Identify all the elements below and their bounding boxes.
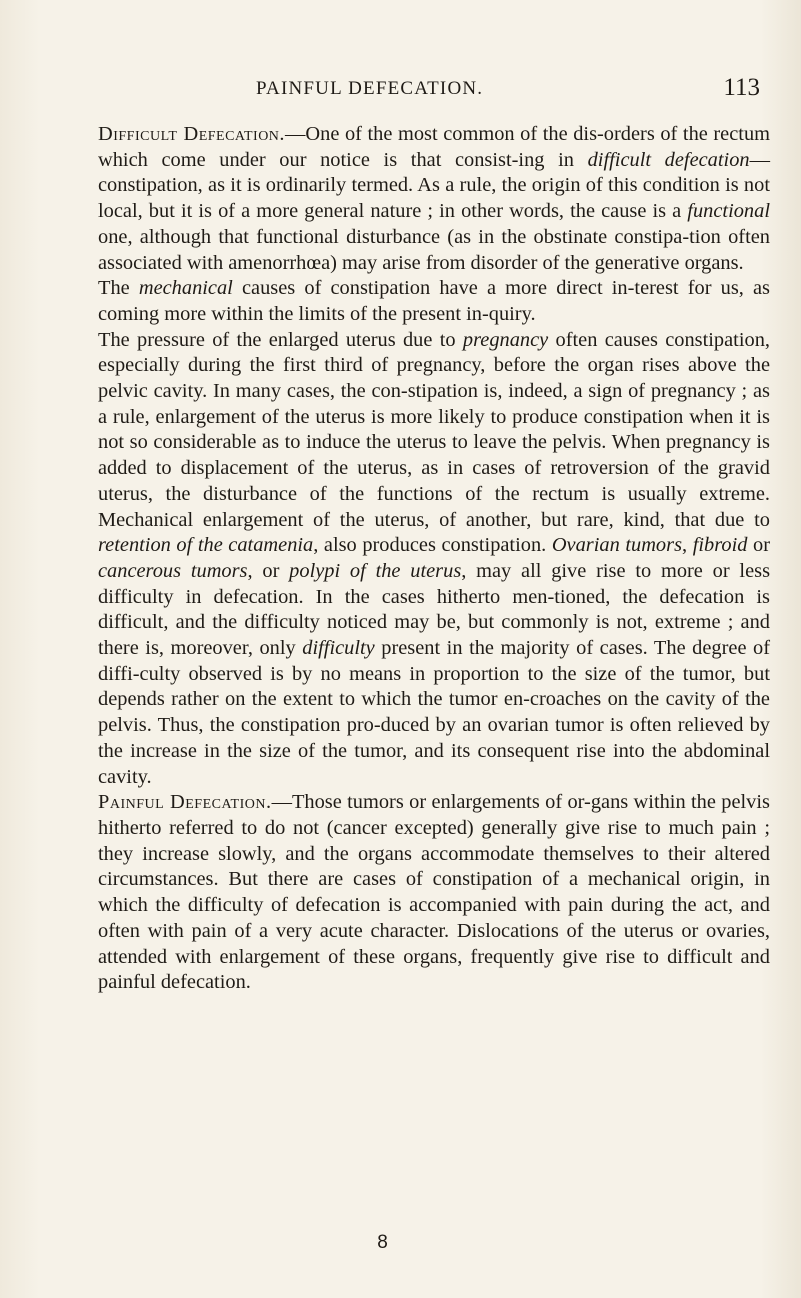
text-run: often causes constipation, especially during the first third of pregnancy, before the organ rises above the pelvic cavity. In many cases, the con-stipation is, indeed, a sign of pregnancy ; as a rule, enlargement of the uterus is more likely to produce constipation when it is not so considerable as to induce the uterus to leave the pelvis. When pregnancy is added to displacement of the uterus, as in cases of retroversion of the gravid uterus, the disturbance of the functions of the rectum is usually extreme. Mechanical enlargement of the uterus, of another, but rare, kind, that due to: [98, 328, 771, 531]
signature-mark: [0, 1232, 801, 1254]
text-run: , or: [247, 559, 290, 582]
section-heading: Painful Defecation.: [98, 791, 272, 814]
paragraph: [98, 276, 770, 327]
text-run: , may all give rise to more or less difficulty in defecation. In the cases hitherto men-tioned, the defecation is difficult, and the difficulty noticed may be, but commonly is not, extreme ; and there is, moreover, only: [98, 559, 771, 660]
text-run: —constipation, as it is ordinarily termed. As a rule, the origin of this condition is not local, but it is of a more general nature ; in other words, the cause is a: [98, 148, 770, 223]
italic-phrase: fibroid: [692, 534, 748, 557]
italic-phrase: functional: [687, 200, 770, 223]
italic-phrase: difficulty: [302, 637, 375, 660]
paragraph: [98, 122, 770, 276]
text-run: present in the majority of cases. The degree of diffi-culty observed is by no means in proportion to the size of the tumor, but depends rather on the extent to which the tumor en-croaches on the cavity of the pelvis. Thus, the constipation pro-duced by an ovarian tumor is often relieved by the increase in the size of the tumor, and its consequent rise into the abdominal cavity.: [98, 637, 771, 788]
italic-phrase: retention of the catamenia: [98, 534, 314, 557]
italic-phrase: pregnancy: [462, 328, 549, 351]
text-run: , also produces constipation.: [313, 534, 552, 557]
page-number: 113: [723, 74, 760, 101]
paragraph: [98, 328, 770, 791]
italic-phrase: mechanical: [138, 277, 233, 300]
text-run: —One of the most common of the dis-orders of the rectum which come under our notice is that consist-ing in: [98, 123, 770, 171]
section-heading: Difficult Defecation.: [98, 123, 286, 145]
text-run: —Those tumors or enlargements of or-gans within the pelvis hitherto referred to do not (cancer excepted) generally give rise to much pain ; they increase slowly, and the organs accommodate themselves to their altered circumstances. But there are cases of constipation of a mechanical origin, in which the difficulty of defecation is accompanied with pain during the act, and often with pain of a very acute character. Dislocations of the uterus or ovaries, attended with enlargement of these organs, frequently give rise to difficult and painful defecation.: [98, 791, 770, 994]
italic-phrase: difficult defecation: [587, 148, 750, 171]
italic-phrase: cancerous tumors: [98, 559, 248, 582]
text-run: one, although that functional disturbance (as in the obstinate constipa-tion often associated with amenorrhœa) may arise from disorder of the generative organs.: [98, 225, 770, 274]
italic-phrase: Ovarian tumors: [551, 534, 683, 557]
signature-mark-text: 8: [377, 1232, 388, 1253]
text-run: ,: [682, 534, 693, 557]
text-run: causes of constipation have a more direct in-terest for us, as coming more within the limits of the present in-quiry.: [98, 277, 770, 325]
italic-phrase: polypi of the uterus: [289, 559, 462, 582]
text-run: The: [98, 277, 139, 300]
text-run: The pressure of the enlarged uterus due to: [98, 328, 463, 351]
running-head: PAINFUL DEFECATION.: [256, 78, 484, 99]
paragraph: [98, 790, 770, 996]
text-run: or: [747, 534, 770, 557]
page-header: [100, 74, 760, 112]
body-text: [98, 122, 770, 996]
